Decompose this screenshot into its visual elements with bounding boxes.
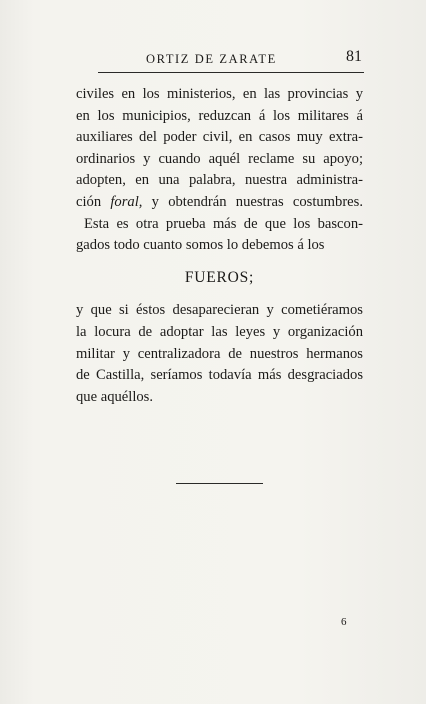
text-line: auxiliares del poder civil, en casos muy extra- [76,129,363,146]
page-number: 81 [346,48,362,65]
text-line: en los municipios, reduzcan á los militares á [76,107,363,124]
text-line-with-italic [76,192,363,214]
closing-rule [176,483,263,484]
text-line: la locura de adoptar las leyes y organización [76,323,363,340]
text-fragment: ción [76,193,111,210]
text-line: Esta es otra prueba más de que los bascon- [84,215,363,232]
text-line: de Castilla, seríamos todavía más desgraciados [76,367,363,384]
text-line: y que si éstos desaparecieran y cometiéramos [76,302,363,319]
italic-word: foral, [110,193,143,210]
text-line: que aquéllos. [76,388,154,405]
running-title: ORTIZ DE ZARATE [146,52,277,66]
body-text [76,84,363,408]
page-header [100,48,362,70]
text-line: gados todo cuanto somos lo debemos á los [76,237,325,254]
text-line: civiles en los ministerios, en las provincias y [76,86,363,102]
signature-mark: 6 [341,616,347,628]
text-line: ordinarios y cuando aquél reclame su apoyo; [76,150,363,167]
text-line: militar y centralizadora de nuestros hermanos [76,345,363,362]
text-fragment: y obtendrán nuestras costumbres. [142,193,363,210]
header-rule [98,72,364,73]
text-line: adopten, en una palabra, nuestra administra- [76,172,363,189]
fueros-heading: FUEROS; [184,268,255,286]
